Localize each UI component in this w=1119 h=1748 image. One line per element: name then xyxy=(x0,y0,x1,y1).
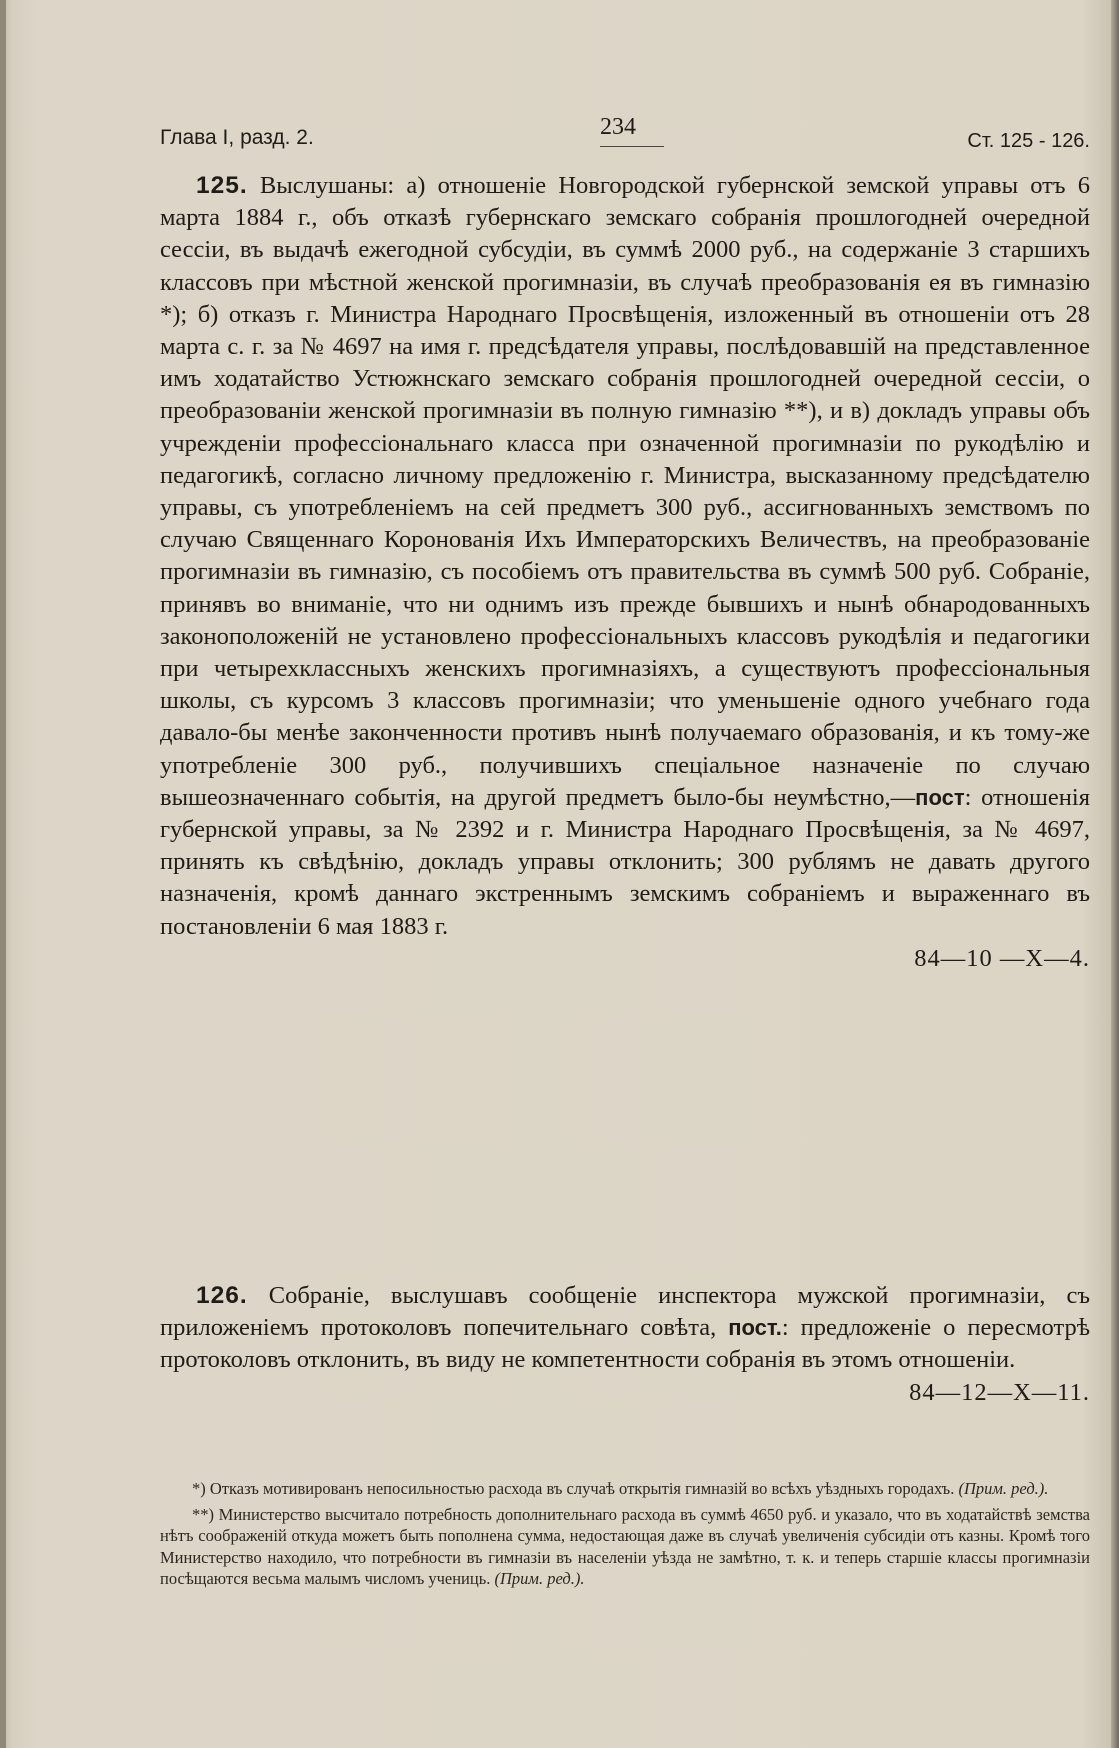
article-126-number: 126. xyxy=(196,1282,248,1309)
article-126-references: 84—12—X—11. xyxy=(909,1378,1090,1406)
article-126-resolution: : предложеніе о пересмотрѣ протоколовъ отклонить, въ виду не компетентности собранія въ этомъ отношеніи. xyxy=(160,1314,1090,1374)
article-126-body: Собраніе, выслушавъ сообщеніе инспектора мужской прогимназіи, съ приложеніемъ протоколовъ попечительнаго совѣта, xyxy=(160,1282,1090,1342)
article-126-text xyxy=(160,1280,1090,1409)
footnote-2 xyxy=(160,1504,1090,1590)
article-125-references: 84—10 —X—4. xyxy=(914,944,1090,972)
article-126-post-label: пост. xyxy=(728,1315,782,1341)
footnote-1-text: Отказъ мотивированъ непосильностью расхода въ случаѣ открытія гимназій во всѣхъ уѣздныхъ городахъ. xyxy=(209,1479,955,1498)
page-left-edge xyxy=(0,0,6,1748)
article-126 xyxy=(160,1280,1090,1409)
article-125-number: 125. xyxy=(196,172,248,199)
footnote-1-mark: *) xyxy=(192,1479,206,1498)
article-125-resolution: : отношенія губернской управы, за № 2392 и г. Министра Народнаго Просвѣщенія, за № 4697, принять къ свѣдѣнію, докладъ управы отклонить; 300 рублямъ не давать другого назначенія, кромѣ даннаго экстреннымъ земскимъ собраніемъ и выраженнаго въ постановленіи 6 мая 1883 г. xyxy=(160,783,1090,940)
section-label: Глава I, разд. 2. xyxy=(160,126,314,149)
footnote-2-mark: **) xyxy=(192,1504,214,1524)
footnote-2-note: (Прим. ред.). xyxy=(494,1569,585,1588)
page-right-edge xyxy=(1111,0,1119,1748)
running-header xyxy=(160,114,1090,168)
page-number: 234 xyxy=(600,114,636,140)
footnote-1-note: (Прим. ред.). xyxy=(958,1479,1049,1498)
footnotes xyxy=(160,1478,1090,1594)
articles-range: Ст. 125 - 126. xyxy=(967,130,1090,152)
footnote-1 xyxy=(160,1478,1090,1500)
footnote-2-text: Министерство высчитало потребность дополнительнаго расхода въ суммѣ 4650 руб. и указало, что въ ходатайствѣ земства нѣтъ соображеній откуда можетъ быть пополнена сумма, недостающая даже въ случаѣ увеличенія субсидіи отъ казны. Кромѣ того Министерство находило, что потребности въ гимназіи въ населеніи уѣзда не замѣтно, т. к. и теперь старшіе классы прогимназіи посѣщаются весьма малымъ числомъ учениць. xyxy=(160,1504,1091,1588)
article-125-post-label: пост xyxy=(915,784,965,810)
page-number-rule xyxy=(600,146,664,147)
article-125 xyxy=(160,170,1090,975)
article-125-body: Выслушаны: а) отношеніе Новгородской губернской земской управы отъ 6 марта 1884 г., объ отказѣ губернскаго земскаго собранія прошлогодней очередной сессіи, въ выдачѣ ежегодной субсудіи, въ суммѣ 2000 руб., на содержаніе 3 старшихъ классовъ при мѣстной женской прогимназіи, въ случаѣ преобразованія ея въ гимназію *); б) отказъ г. Министра Народнаго Просвѣщенія, изложенный въ отношеніи отъ 28 марта с. г. за № 4697 на имя г. предсѣдателя управы, послѣдовавшій на представленное имъ ходатайство Устюжнскаго земскаго собранія прошлогодней очередной сессіи, о преобразованіи женской прогимназіи въ полную гимназію **), и в) докладъ управы объ учрежденіи профессіональнаго класса при означенной прогимназіи по рукодѣлію и педагогикѣ, согласно личному предложенію г. Министра, высказанному предсѣдателю управы, съ употребленіемъ на сей предметъ 300 руб., ассигнованныхъ земствомъ по случаю Священнаго Коронованія Ихъ Императорскихъ Величествъ, на преобразованіе прогимназіи въ гимназію, съ пособіемъ отъ правительства въ суммѣ 500 руб. Собраніе, принявъ во вниманіе, что ни однимъ изъ прежде бывшихъ и нынѣ обнародованныхъ законоположеній не установлено профессіональныхъ классовъ рукодѣлія и педагогики при четырехклассныхъ женскихъ прогимназіяхъ, а существуютъ профессіональныя школы, съ курсомъ 3 классовъ прогимназіи; что уменьшеніе одного учебнаго года давало-бы менѣе законченности противъ нынѣ получаемаго образованія, и къ тому-же употребленіе 300 руб., получившихъ спеціальное назначеніе по случаю вышеозначеннаго событія, на другой предметъ было-бы неумѣстно,— xyxy=(160,172,1091,811)
article-125-text xyxy=(160,170,1090,975)
